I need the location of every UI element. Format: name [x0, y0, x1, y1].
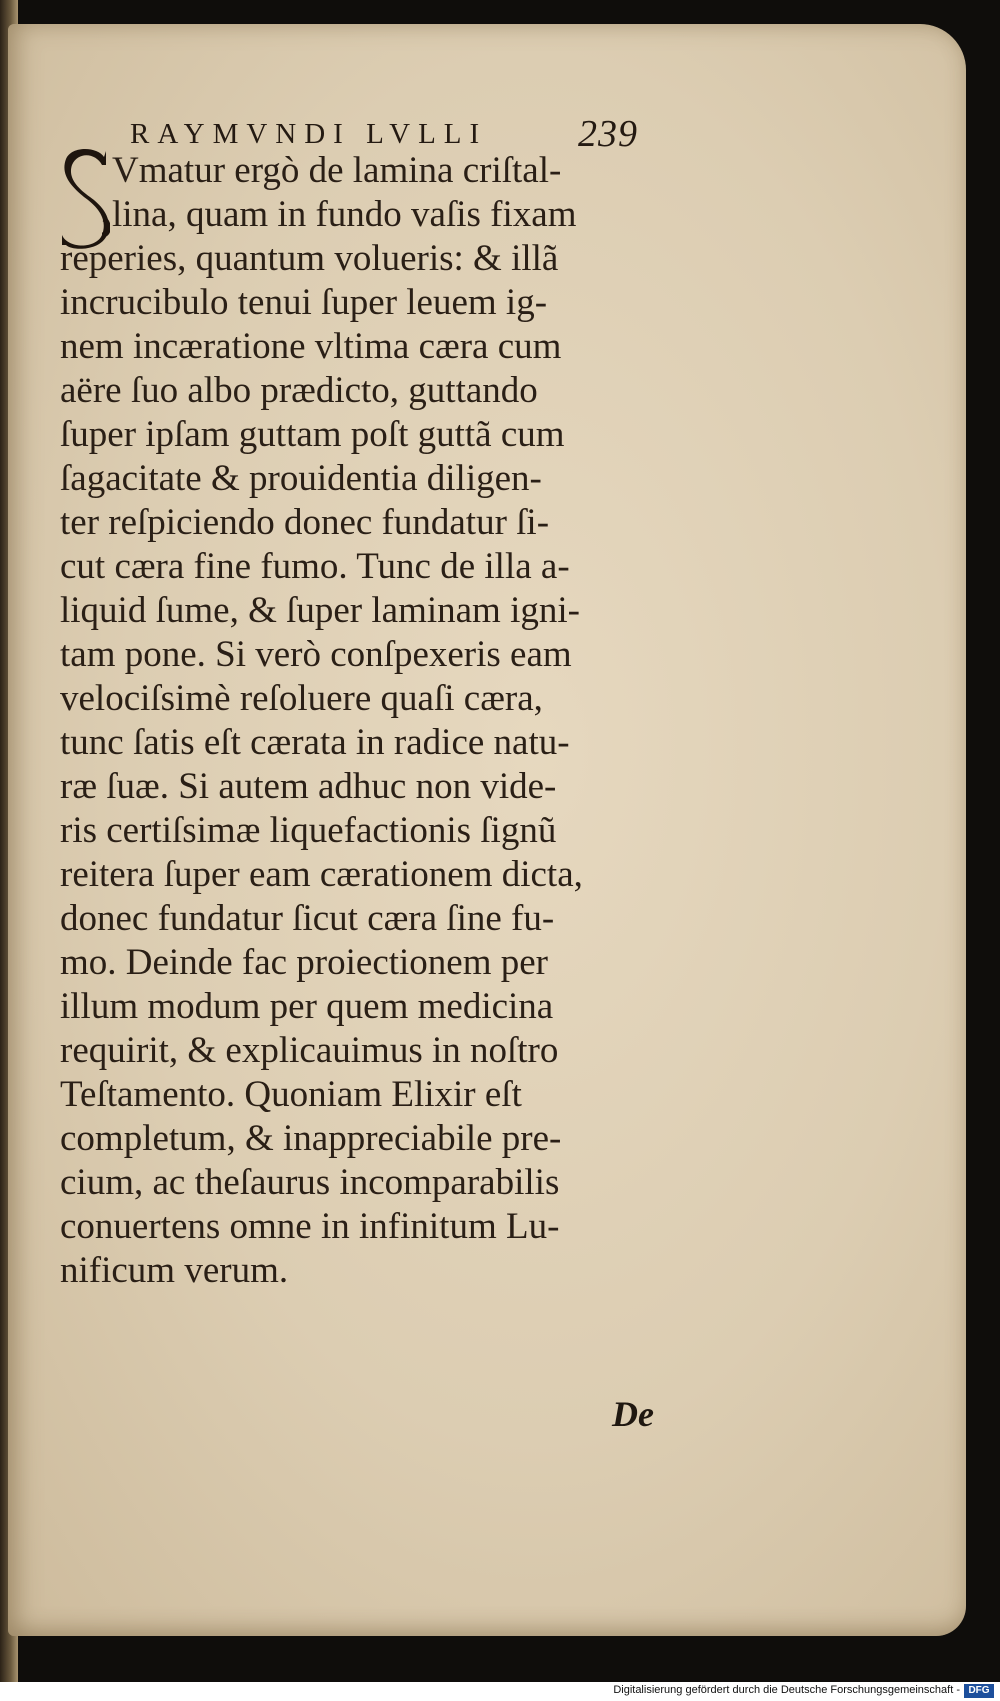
text-line: nificum verum.: [60, 1250, 289, 1291]
text-line: ris certiſsimæ liquefactionis ſignũ: [60, 810, 557, 851]
text-line: requirit, & explicauimus in noſtro: [60, 1030, 559, 1071]
text-line: velociſsimè reſoluere quaſi cæra,: [60, 678, 543, 719]
running-head: RAYMVNDI LVLLI: [130, 118, 488, 150]
text-line: Vmatur ergò de lamina criſtal-: [112, 150, 562, 191]
text-line: ſagacitate & prouidentia diligen-: [60, 458, 542, 499]
text-line: donec fundatur ſicut cæra ſine fu-: [60, 898, 555, 939]
text-line: illum modum per quem medicina: [60, 986, 554, 1027]
text-line: ſuper ipſam guttam poſt guttã cum: [60, 414, 565, 455]
text-line: tunc ſatis eſt cærata in radice natu-: [60, 722, 570, 763]
text-line: completum, & inappreciabile pre-: [60, 1118, 562, 1159]
text-line: Teſtamento. Quoniam Elixir eſt: [60, 1074, 522, 1115]
text-line: aëre ſuo albo prædicto, guttando: [60, 370, 538, 411]
catchword: De: [612, 1394, 654, 1434]
text-line: lina, quam in fundo vaſis fixam: [112, 194, 577, 235]
text-line: reperies, quantum volueris: & illã: [60, 238, 559, 279]
page-number: 239: [578, 113, 638, 155]
text-line: conuertens omne in infinitum Lu-: [60, 1206, 560, 1247]
digitization-credit: Digitalisierung gefördert durch die Deutsche Forschungsgemeinschaft -: [613, 1684, 960, 1696]
text-line: incrucibulo tenui ſuper leuem ig-: [60, 282, 548, 323]
text-line: nem incæratione vltima cæra cum: [60, 326, 562, 367]
text-line: cium, ac theſaurus incomparabilis: [60, 1162, 560, 1203]
text-line: ter reſpiciendo donec fundatur ſi-: [60, 502, 550, 543]
text-line: liquid ſume, & ſuper laminam igni-: [60, 590, 580, 631]
text-line: tam pone. Si verò conſpexeris eam: [60, 634, 572, 675]
text-line: reitera ſuper eam cærationem dicta,: [60, 854, 583, 895]
text-line: ræ ſuæ. Si autem adhuc non vide-: [60, 766, 557, 807]
dfg-logo: DFG: [964, 1684, 994, 1698]
text-line: cut cæra fine fumo. Tunc de illa a-: [60, 546, 570, 587]
text-line: mo. Deinde fac proiectionem per: [60, 942, 548, 983]
